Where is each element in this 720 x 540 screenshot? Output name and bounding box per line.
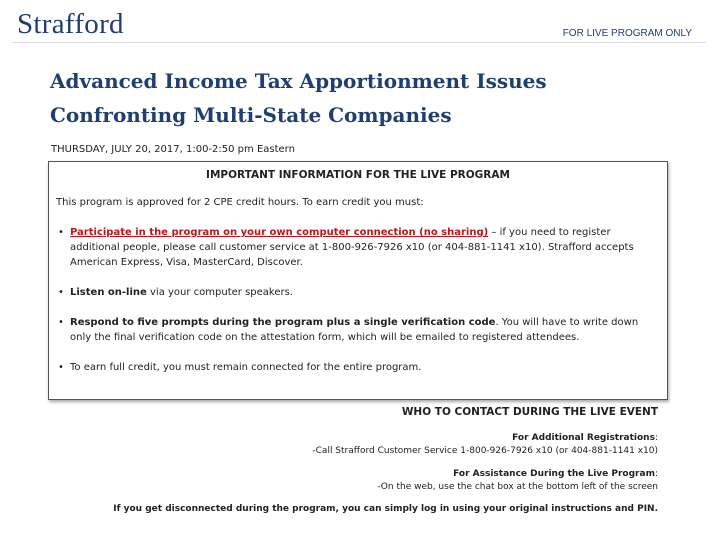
respond-prompts-text: . You will have to write down only the final verification code on the attestation form, which will be emailed to registered attendees. (70, 317, 639, 343)
listen-online-label: Listen on-line (70, 287, 147, 298)
listen-online-text: via your computer speakers. (146, 287, 293, 298)
registrations-colon: : (654, 433, 658, 443)
info-box-body (56, 195, 662, 390)
disconnect-note: If you get disconnected during the program, you can simply log in using your original instructions and PIN. (113, 504, 658, 514)
assistance-label: For Assistance During the Live Program (453, 469, 655, 479)
registrations-label-line (512, 433, 658, 443)
list-item (56, 225, 662, 270)
assistance-colon: : (654, 469, 658, 479)
full-credit-text: To earn full credit, you must remain connected for the entire program. (70, 362, 422, 373)
important-info-box (48, 161, 668, 400)
program-date: THURSDAY, JULY 20, 2017, 1:00-2:50 pm Eastern (51, 144, 295, 155)
list-item (56, 285, 662, 300)
assistance-text: -On the web, use the chat box at the bottom left of the screen (377, 482, 658, 492)
registrations-label: For Additional Registrations (512, 433, 655, 443)
info-box-heading: IMPORTANT INFORMATION FOR THE LIVE PROGRAM (206, 169, 510, 181)
assistance-label-line (453, 469, 658, 479)
strafford-logo: Strafford (17, 8, 124, 40)
requirements-list (56, 225, 662, 375)
header-divider (12, 42, 706, 43)
contact-heading: WHO TO CONTACT DURING THE LIVE EVENT (401, 406, 658, 418)
page-title (50, 64, 670, 132)
credit-intro: This program is approved for 2 CPE credit hours. To earn credit you must: (56, 197, 424, 208)
title-line-2: Confronting Multi-State Companies (50, 103, 452, 127)
respond-prompts-label: Respond to five prompts during the program plus a single verification code (70, 317, 496, 328)
participate-text: – if you need to register additional people, please call customer service at 1-800-926-7926 x10 (or 404-881-1141 x10). Strafford accepts American Express, Visa, MasterCard, Discover. (70, 227, 634, 268)
participate-link[interactable]: Participate in the program on your own computer connection (no sharing) (70, 227, 489, 238)
registrations-text: -Call Strafford Customer Service 1-800-926-7926 x10 (or 404-881-1141 x10) (312, 446, 658, 456)
live-program-only-label: FOR LIVE PROGRAM ONLY (562, 28, 692, 39)
title-line-1: Advanced Income Tax Apportionment Issues (50, 69, 547, 93)
list-item (56, 315, 662, 345)
list-item (56, 360, 662, 375)
